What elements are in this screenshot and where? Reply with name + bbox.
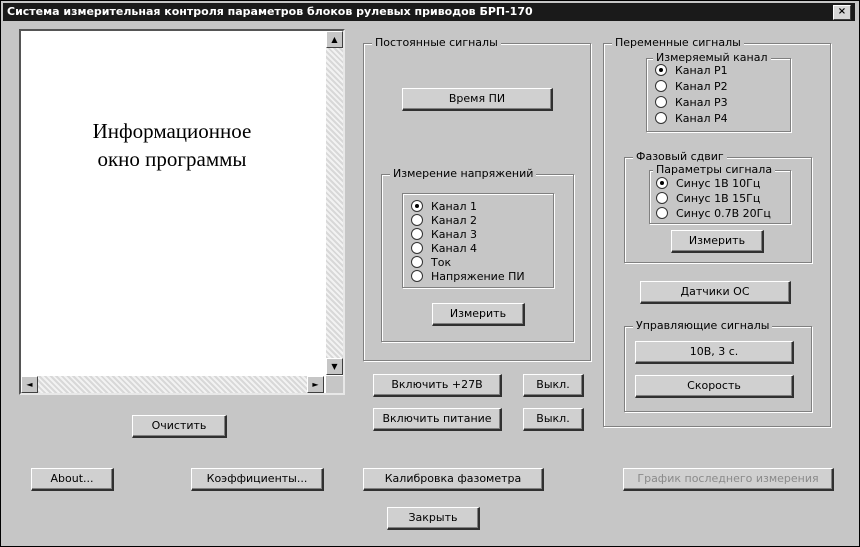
phase-shift-label: Фазовый сдвиг	[633, 150, 727, 163]
radio-label: Канал Р2	[675, 80, 728, 93]
radio-label: Канал Р3	[675, 96, 728, 109]
radio-dot-icon	[655, 112, 667, 124]
measured-channel-group	[646, 51, 791, 132]
signal-params-label: Параметры сигнала	[653, 163, 775, 176]
dc-signals-group	[363, 36, 591, 361]
window-title: Система измерительная контроля параметров блоков рулевых приводов БРП-170	[7, 5, 533, 18]
radio-dc-current[interactable]	[411, 256, 451, 270]
clear-button[interactable]: Очистить	[132, 415, 227, 438]
radio-label: Ток	[431, 256, 452, 269]
control-signals-label: Управляющие сигналы	[633, 319, 772, 332]
radio-label: Канал 4	[431, 242, 478, 255]
radio-dot-icon	[411, 256, 423, 268]
feedback-sensors-button[interactable]: Датчики ОС	[640, 281, 791, 304]
scroll-corner	[326, 376, 343, 393]
radio-dc-voltage-pi[interactable]	[411, 270, 525, 284]
radio-label: Синус 1В 15Гц	[676, 192, 761, 205]
measured-channel-label: Измеряемый канал	[653, 51, 771, 64]
close-window-button[interactable]: ×	[833, 5, 851, 20]
scroll-left-icon[interactable]: ◄	[21, 376, 38, 393]
radio-dot-icon	[655, 64, 667, 76]
dc-signals-label: Постоянные сигналы	[372, 36, 501, 49]
scroll-down-icon[interactable]: ▼	[326, 358, 343, 375]
dc-measure-button[interactable]: Измерить	[432, 303, 525, 326]
time-pi-button[interactable]: Время ПИ	[402, 88, 553, 111]
speed-button[interactable]: Скорость	[635, 375, 794, 398]
ac-signals-label: Переменные сигналы	[612, 36, 744, 49]
radio-dc-channel-4[interactable]	[411, 242, 477, 256]
radio-sine-1v-10hz[interactable]	[656, 177, 760, 191]
power-27v-off-button[interactable]: Выкл.	[523, 374, 584, 397]
radio-dot-icon	[411, 228, 423, 240]
power-on-button[interactable]: Включить питание	[373, 408, 502, 431]
radio-ac-channel-p1[interactable]	[655, 64, 728, 78]
info-line-1: Информационное	[92, 119, 252, 143]
radio-dot-icon	[411, 270, 423, 282]
phase-measure-button[interactable]: Измерить	[671, 230, 764, 253]
power-off-button[interactable]: Выкл.	[523, 408, 584, 431]
voltage-channels-box	[402, 193, 554, 288]
scroll-right-icon[interactable]: ►	[307, 376, 324, 393]
radio-dot-icon	[655, 80, 667, 92]
close-button[interactable]: Закрыть	[387, 507, 480, 530]
scroll-up-icon[interactable]: ▲	[326, 31, 343, 48]
coefficients-button[interactable]: Коэффициенты...	[191, 468, 324, 491]
control-signals-group	[624, 319, 812, 412]
info-window[interactable]	[19, 29, 345, 395]
voltage-group	[381, 167, 574, 342]
radio-label: Синус 0.7В 20Гц	[676, 207, 771, 220]
radio-sine-1v-15hz[interactable]	[656, 192, 760, 206]
signal-params-group	[649, 163, 791, 224]
radio-dot-icon	[411, 214, 423, 226]
radio-dot-icon	[656, 192, 668, 204]
radio-dot-icon	[655, 96, 667, 108]
radio-ac-channel-p2[interactable]	[655, 80, 728, 94]
radio-label: Канал Р1	[675, 64, 728, 77]
phase-shift-group	[624, 150, 812, 263]
radio-label: Канал 1	[431, 200, 478, 213]
radio-dc-channel-2[interactable]	[411, 214, 477, 228]
info-line-2: окно программы	[97, 147, 247, 171]
horizontal-scrollbar[interactable]	[21, 376, 324, 393]
radio-dot-icon	[656, 207, 668, 219]
phasemeter-calibration-button[interactable]: Калибровка фазометра	[363, 468, 544, 491]
radio-sine-07v-20hz[interactable]	[656, 207, 771, 221]
about-button[interactable]: About...	[31, 468, 114, 491]
power-27v-on-button[interactable]: Включить +27В	[373, 374, 502, 397]
control-10v-button[interactable]: 10В, 3 с.	[635, 341, 794, 364]
radio-label: Канал 3	[431, 228, 478, 241]
title-bar[interactable]	[3, 3, 855, 21]
radio-dc-channel-3[interactable]	[411, 228, 477, 242]
info-placeholder	[41, 117, 303, 173]
radio-label: Синус 1В 10Гц	[676, 177, 761, 190]
radio-dot-icon	[411, 242, 423, 254]
radio-dot-icon	[656, 177, 668, 189]
radio-label: Канал 2	[431, 214, 478, 227]
last-measurement-graph-button[interactable]: График последнего измерения	[623, 468, 834, 491]
radio-label: Напряжение ПИ	[431, 270, 525, 283]
radio-ac-channel-p4[interactable]	[655, 112, 728, 126]
ac-signals-group	[603, 36, 831, 427]
radio-dc-channel-1[interactable]	[411, 200, 477, 214]
voltage-label: Измерение напряжений	[390, 167, 536, 180]
vertical-scrollbar[interactable]	[326, 31, 343, 375]
radio-label: Канал Р4	[675, 112, 728, 125]
radio-dot-icon	[411, 200, 423, 212]
radio-ac-channel-p3[interactable]	[655, 96, 728, 110]
